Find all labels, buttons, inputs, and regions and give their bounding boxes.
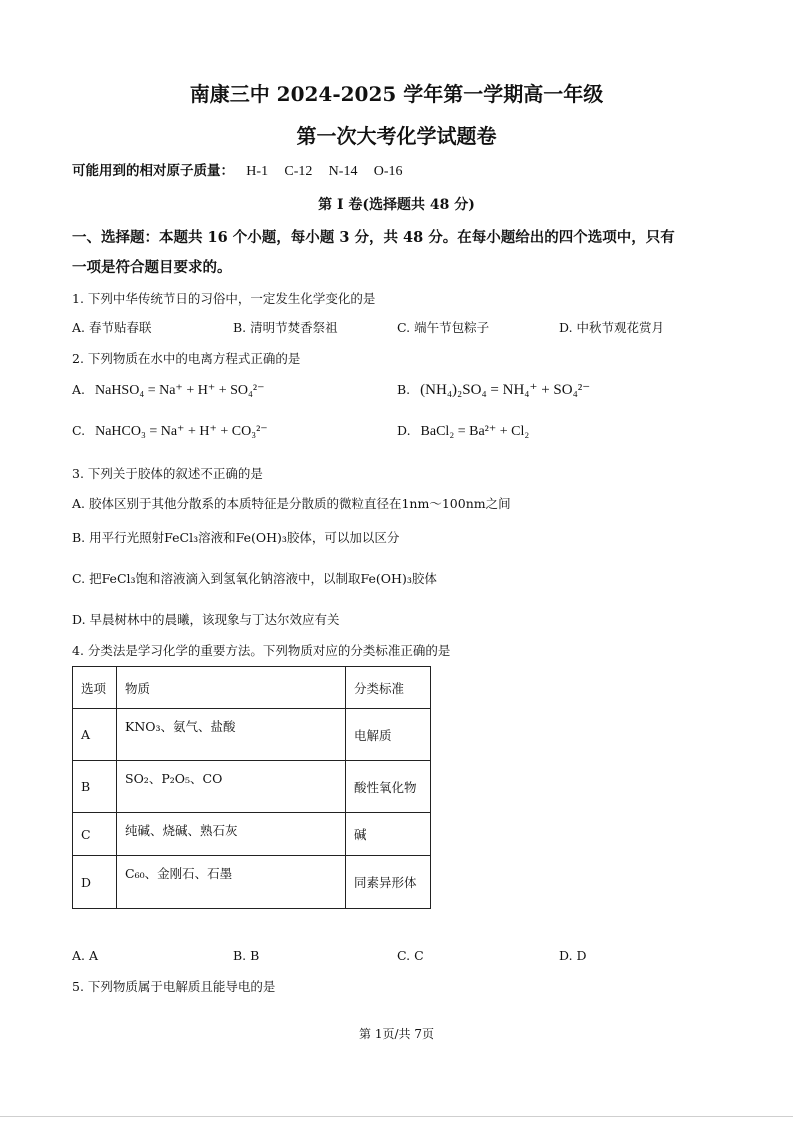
q2-d-equation: BaCl₂ = Ba²⁺ + Cl₂	[420, 424, 530, 439]
q2-a-label: A.	[72, 382, 86, 397]
q1-option-a: A. 春节贴春联	[72, 320, 152, 335]
table-header-row	[73, 667, 431, 709]
table-cell-substance: 纯碱、烧碱、熟石灰	[117, 813, 346, 856]
table-cell-standard: 碱	[346, 813, 431, 856]
atomic-mass-label: 可能用到的相对原子质量：	[72, 163, 234, 179]
table-row	[73, 709, 431, 761]
q2-c-equation: NaHCO₃ = Na⁺ + H⁺ + CO₃²⁻	[95, 424, 268, 439]
q5-stem: 5. 下列物质属于电解质且能导电的是	[72, 979, 276, 994]
table-cell-option: B	[73, 761, 117, 813]
exam-title-line1: 南康三中 2024-2025 学年第一学期高一年级	[189, 82, 604, 106]
table-cell-option: A	[73, 709, 117, 761]
table-cell-standard: 电解质	[346, 709, 431, 761]
q3-option-d: D. 早晨树林中的晨曦，该现象与丁达尔效应有关	[72, 612, 340, 627]
q4-stem: 4. 分类法是学习化学的重要方法。下列物质对应的分类标准正确的是	[72, 643, 451, 658]
q1-option-c: C. 端午节包粽子	[397, 320, 490, 335]
page-bottom-divider	[0, 1116, 793, 1117]
table-cell-option: D	[73, 856, 117, 909]
table-cell-substance: C₆₀、金刚石、石墨	[117, 856, 346, 909]
table-cell-option: C	[73, 813, 117, 856]
q1-option-b: B. 清明节焚香祭祖	[233, 320, 338, 335]
section-header-line1: 一、选择题：本题共 16 个小题，每小题 3 分，共 48 分。在每小题给出的四个选项中，只有	[72, 229, 675, 246]
atomic-mass-c: C-12	[284, 164, 313, 179]
q4-option-b: B. B	[233, 948, 260, 963]
table-header-substance: 物质	[117, 667, 346, 709]
atomic-mass-o: O-16	[373, 164, 403, 179]
part-title: 第 I 卷(选择题共 48 分)	[318, 197, 475, 213]
table-cell-substance: SO₂、P₂O₅、CO	[117, 761, 346, 813]
table-row	[73, 856, 431, 909]
q4-option-a: A. A	[72, 948, 99, 963]
atomic-mass-line	[72, 159, 403, 180]
q2-option-b	[397, 380, 590, 399]
table-cell-substance: KNO₃、氨气、盐酸	[117, 709, 346, 761]
q2-option-c	[72, 423, 268, 440]
classification-table	[72, 666, 431, 909]
q2-stem: 2. 下列物质在水中的电离方程式正确的是	[72, 351, 301, 366]
table-cell-standard: 酸性氧化物	[346, 761, 431, 813]
q2-b-equation: (NH₄)₂SO₄ = NH₄⁺ + SO₄²⁻	[420, 382, 591, 398]
q4-option-d: D. D	[559, 948, 587, 963]
atomic-mass-n: N-14	[328, 164, 358, 179]
table-header-standard: 分类标准	[346, 667, 431, 709]
atomic-mass-h: H-1	[246, 164, 269, 179]
q2-a-equation: NaHSO₄ = Na⁺ + H⁺ + SO₄²⁻	[95, 383, 265, 398]
section-header-line2: 一项是符合题目要求的。	[72, 259, 232, 276]
q3-stem: 3. 下列关于胶体的叙述不正确的是	[72, 466, 263, 481]
q2-b-label: B.	[397, 382, 411, 397]
q2-d-label: D.	[397, 423, 411, 438]
table-row	[73, 813, 431, 856]
table-row	[73, 761, 431, 813]
q3-option-a: A. 胶体区别于其他分散系的本质特征是分散质的微粒直径在1nm～100nm之间	[72, 496, 511, 511]
q3-option-b: B. 用平行光照射FeCl₃溶液和Fe(OH)₃胶体，可以加以区分	[72, 530, 400, 545]
q4-option-c: C. C	[397, 948, 424, 963]
q3-option-c: C. 把FeCl₃饱和溶液滴入到氢氧化钠溶液中，以制取Fe(OH)₃胶体	[72, 571, 437, 586]
q1-option-d: D. 中秋节观花赏月	[559, 320, 665, 335]
exam-title-line2: 第一次大考化学试题卷	[296, 124, 497, 148]
q1-stem: 1. 下列中华传统节日的习俗中，一定发生化学变化的是	[72, 291, 376, 306]
q2-option-d	[397, 423, 529, 440]
table-cell-standard: 同素异形体	[346, 856, 431, 909]
q2-option-a	[72, 382, 264, 399]
table-header-option: 选项	[73, 667, 117, 709]
q2-c-label: C.	[72, 423, 86, 438]
page-footer: 第 1页/共 7页	[359, 1027, 434, 1041]
